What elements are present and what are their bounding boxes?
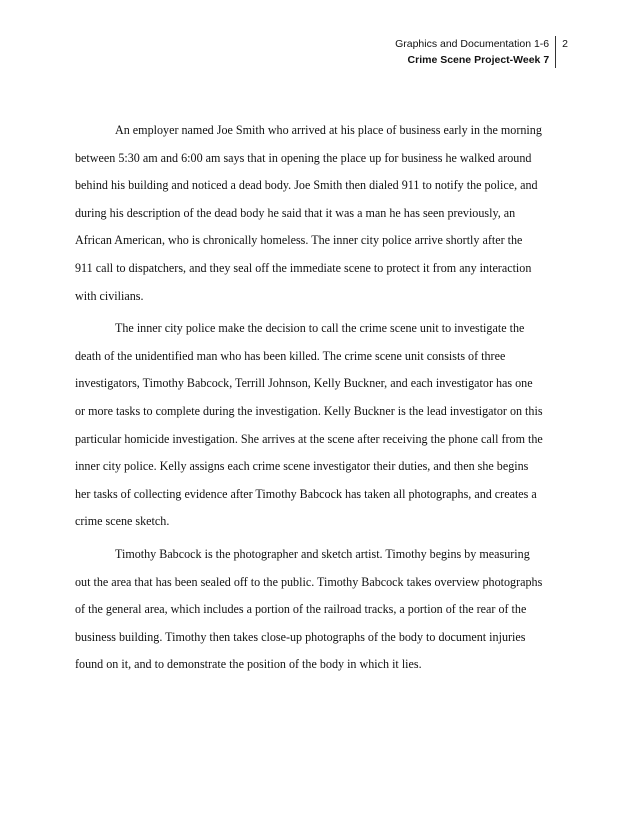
- paragraph-line: during his description of the dead body he said that it was a man he has seen previously, an: [75, 205, 516, 220]
- running-head: [395, 36, 556, 68]
- paragraph-line: crime scene sketch.: [75, 514, 170, 529]
- paragraph-line: death of the unidentified man who has been killed. The crime scene unit consists of three: [75, 348, 506, 363]
- paragraph-line: The inner city police make the decision to call the crime scene unit to investigate the: [115, 321, 525, 336]
- paragraph-line: behind his building and noticed a dead body. Joe Smith then dialed 911 to notify the police, and: [75, 178, 538, 193]
- paragraph: [75, 315, 568, 536]
- running-head-title: Crime Scene Project-Week 7: [407, 54, 550, 66]
- paragraph: [75, 541, 568, 679]
- paragraph-line: particular homicide investigation. She arrives at the scene after receiving the phone call from the: [75, 431, 543, 446]
- page-number: 2: [562, 38, 568, 50]
- paragraph-line: An employer named Joe Smith who arrived at his place of business early in the morning: [115, 123, 542, 137]
- paragraph-line: between 5:30 am and 6:00 am says that in opening the place up for business he walked around: [75, 150, 532, 165]
- running-head-course: Graphics and Documentation 1-6: [395, 38, 550, 50]
- paragraph-line: inner city police. Kelly assigns each crime scene investigator their duties, and then she begins: [75, 459, 529, 474]
- paragraph-line: with civilians.: [75, 288, 144, 303]
- paragraph-line: out the area that has been sealed off to the public. Timothy Babcock takes overview photographs: [75, 574, 543, 589]
- page-header: [395, 36, 568, 68]
- paragraph-line: or more tasks to complete during the investigation. Kelly Buckner is the lead investigator on this: [75, 403, 543, 418]
- paragraph: [75, 117, 568, 310]
- paragraph-line: her tasks of collecting evidence after Timothy Babcock has taken all photographs, and creates a: [75, 486, 537, 501]
- paragraph-line: Timothy Babcock is the photographer and sketch artist. Timothy begins by measuring: [115, 546, 530, 561]
- paragraph-line: African American, who is chronically homeless. The inner city police arrive shortly after the: [75, 233, 523, 248]
- document-body: [75, 117, 568, 684]
- paragraph-line: investigators, Timothy Babcock, Terrill Johnson, Kelly Buckner, and each investigator has one: [75, 376, 533, 391]
- paragraph-line: 911 call to dispatchers, and they seal off the immediate scene to protect it from any interaction: [75, 260, 532, 275]
- paragraph-line: business building. Timothy then takes close-up photographs of the body to document injuries: [75, 629, 526, 644]
- paragraph-line: of the general area, which includes a portion of the railroad tracks, a portion of the rear of the: [75, 602, 527, 617]
- paragraph-line: found on it, and to demonstrate the position of the body in which it lies.: [75, 657, 422, 672]
